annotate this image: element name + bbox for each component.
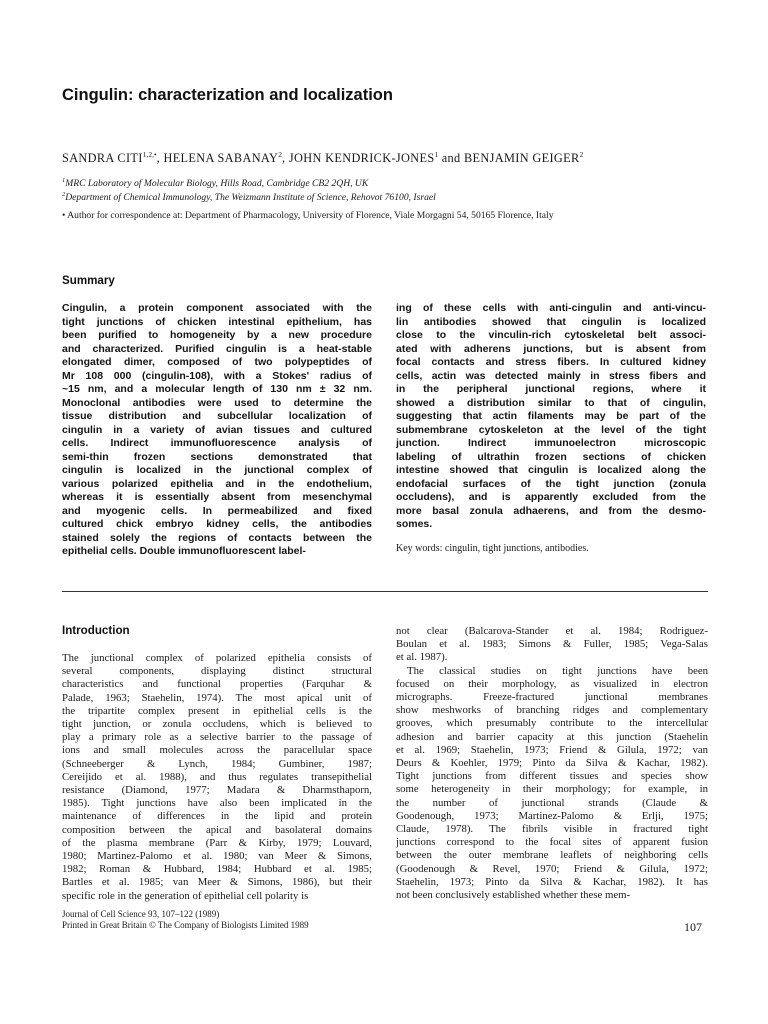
page-number: 107 bbox=[684, 920, 702, 934]
section-divider bbox=[62, 591, 708, 592]
affiliation-2-text: Department of Chemical Immunology, The Weizmann Institute of Science, Rehovot 76100, Israel bbox=[65, 192, 436, 204]
text-line: Mr 108 000 (cingulin-108), with a Stokes' radius of bbox=[62, 369, 372, 382]
affiliation-1 bbox=[62, 177, 722, 189]
text-line: (Goodenough & Revel, 1970; Friend & Gilula, 1972; bbox=[396, 862, 708, 875]
text-line: Tight junctions from different tissues and species show bbox=[396, 770, 708, 783]
correspondence-note: • Author for correspondence at: Department of Pharmacology, University of Florence, Viale Morgagni 54, 50165 Florence, Italy bbox=[62, 210, 554, 221]
text-line: junctions correspond to the focal sites of apparent fusion bbox=[396, 836, 708, 849]
text-line: (Schneeberger & Lynch, 1984; Gumbiner, 1987; bbox=[62, 757, 372, 770]
text-line: ~15 nm, and a molecular length of 130 nm ± 32 nm. bbox=[62, 383, 372, 395]
text-line: show meshworks of branching ridges and complementary bbox=[396, 704, 708, 717]
text-line: labeling of ultrathin frozen sections of chicken bbox=[396, 450, 706, 463]
text-line: focused on their morphology, as visualized in electron bbox=[396, 677, 708, 690]
text-line: The classical studies on tight junctions have been bbox=[407, 664, 708, 677]
text-line: Goodenough, 1973; Martinez-Palomo & Erlji, 1975; bbox=[396, 809, 708, 822]
author-sep: , bbox=[282, 151, 289, 166]
text-line: ated with adherens junctions, but is absent from bbox=[396, 342, 706, 355]
text-line: some heterogeneity in their morphology; for example, in bbox=[396, 783, 708, 796]
text-line: micrographs. Freeze-fractured junctional membranes bbox=[396, 691, 708, 704]
text-line: Staehelin, 1973; Pinto da Silva & Kachar, 1982). It has bbox=[396, 875, 708, 888]
author-3: JOHN KENDRICK-JONES bbox=[288, 151, 435, 166]
text-line: stained solely the regions of contacts between the bbox=[62, 531, 372, 544]
text-line: close to the vinculin-rich cytoskeletal belt associ- bbox=[396, 329, 706, 341]
text-line: of the plasma membrane (Parr & Kirby, 1979; Louvard, bbox=[62, 836, 372, 849]
affiliation-1-sup: 1 bbox=[62, 177, 66, 184]
introduction-right-column bbox=[396, 625, 708, 902]
text-line: specific role in the generation of epithelial cell polarity is bbox=[62, 889, 309, 902]
text-line: semi-thin frozen sections demonstrated that bbox=[62, 450, 372, 463]
text-line: somes. bbox=[396, 518, 433, 530]
text-line: the number of junctional strands (Claude & bbox=[396, 796, 708, 809]
text-line: Cingulin, a protein component associated with the bbox=[62, 302, 372, 314]
text-line: suggesting that actin filaments may be part of the bbox=[396, 410, 706, 422]
text-line: 1982; Roman & Hubbard, 1984; Hubbard et al. 1985; bbox=[62, 863, 372, 876]
affiliation-1-text: MRC Laboratory of Molecular Biology, Hills Road, Cambridge CB2 2QH, UK bbox=[65, 178, 369, 190]
text-line: more basal zonula adhaerens, and from the desmo- bbox=[396, 504, 706, 517]
text-line: focal contacts and stress fibers. In cultured kidney bbox=[396, 356, 706, 368]
text-line: Boulan et al. 1983; Simons & Fuller, 1985; Vega-Salas bbox=[396, 638, 708, 651]
text-line: the tripartite complex present in epithelial cells is the bbox=[62, 704, 372, 717]
text-line: not clear (Balcarova-Stander et al. 1984; Rodriguez- bbox=[396, 625, 708, 637]
text-line: and myogenic cells. In permeabilized and fixed bbox=[62, 504, 372, 517]
text-line: submembrane cytoskeleton at the level of the tight bbox=[396, 423, 706, 436]
affiliation-2 bbox=[62, 191, 722, 203]
text-line: adhesion and barrier capacity at this junction (Staehelin bbox=[396, 730, 708, 743]
text-line: cells. Indirect immunofluorescence analysis of bbox=[62, 437, 372, 449]
text-line: grooves, which presumably contribute to the intercellular bbox=[396, 717, 708, 730]
text-line: et al. 1987). bbox=[396, 651, 448, 664]
text-line: elongated dimer, composed of two polypeptides of bbox=[62, 356, 372, 368]
summary-right-column bbox=[396, 302, 706, 532]
text-line: tight junction, or zonula occludens, which is believed to bbox=[62, 718, 372, 731]
text-line: whereas it is essentially absent from mesenchymal bbox=[62, 491, 372, 503]
text-line: showed a distribution similar to that of cingulin, bbox=[396, 396, 706, 409]
text-line: several components, displaying distinct structural bbox=[62, 665, 372, 678]
text-line: Monoclonal antibodies were used to determine the bbox=[62, 396, 372, 409]
author-list bbox=[62, 150, 742, 166]
text-line: cells, actin was detected mainly in stress fibers and bbox=[396, 369, 706, 382]
text-line: ions and small molecules across the paracellular space bbox=[62, 744, 372, 757]
text-line: not been conclusively established whether these mem- bbox=[396, 889, 631, 902]
affiliation-2-sup: 2 bbox=[62, 191, 66, 198]
text-line: epithelial cells. Double immunofluorescent label- bbox=[62, 545, 306, 557]
author-1: SANDRA CITI bbox=[62, 151, 143, 166]
author-3-sup: 1 bbox=[434, 150, 439, 159]
text-line: Cereijido et al. 1988), and thus regulates transepithelial bbox=[62, 770, 372, 783]
keywords: Key words: cingulin, tight junctions, antibodies. bbox=[396, 543, 589, 554]
introduction-heading: Introduction bbox=[62, 624, 130, 637]
text-line: Deurs & Koehler, 1979; Pinto da Silva & Kachar, 1982). bbox=[396, 757, 708, 770]
author-2: HELENA SABANAY bbox=[163, 151, 279, 166]
paper-title: Cingulin: characterization and localization bbox=[62, 86, 393, 104]
summary-heading: Summary bbox=[62, 274, 115, 287]
text-line: characteristics and functional properties (Farquhar & bbox=[62, 678, 372, 691]
text-line: play a primary role as a selective barrier to the passage of bbox=[62, 731, 372, 744]
text-line: tissue distribution and subcellular localization of bbox=[62, 410, 372, 422]
text-line: composition between the apical and basolateral domains bbox=[62, 823, 372, 836]
text-line: and characterized. Purified cingulin is a heat-stable bbox=[62, 342, 372, 355]
text-line: tight junctions of chicken intestinal epithelium, has bbox=[62, 315, 372, 328]
text-line: Bartles et al. 1985; van Meer & Simons, 1986), but their bbox=[62, 876, 372, 889]
author-1-sup: 1,2,• bbox=[142, 150, 157, 159]
text-line: between the outer membrane leaflets of neighboring cells bbox=[396, 849, 708, 862]
text-line: ing of these cells with anti-cingulin and anti-vincu- bbox=[396, 302, 706, 314]
text-line: intestine showed that cingulin is localized along the bbox=[396, 464, 706, 476]
text-line: lin antibodies showed that cingulin is localized bbox=[396, 315, 706, 328]
text-line: 1985). Tight junctions have also been implicated in the bbox=[62, 797, 372, 810]
text-line: Claude, 1978). The fibrils visible in fractured tight bbox=[396, 823, 708, 836]
text-line: 1980; Martinez-Palomo et al. 1980; van Meer & Simons, bbox=[62, 850, 372, 863]
introduction-left-column bbox=[62, 652, 372, 903]
text-line: maintenance of differences in the lipid and protein bbox=[62, 810, 372, 823]
text-line: been purified to homogeneity by a new procedure bbox=[62, 329, 372, 341]
text-line: endofacial surfaces of the tight junction (zonula bbox=[396, 477, 706, 490]
text-line: et al. 1969; Staehelin, 1973; Friend & Gilula, 1972; van bbox=[396, 743, 708, 756]
author-4-sup: 2 bbox=[579, 150, 584, 159]
printing-notice: Printed in Great Britain © The Company of Biologists Limited 1989 bbox=[62, 920, 309, 930]
text-line: cultured chick embryo kidney cells, the antibodies bbox=[62, 518, 372, 530]
author-sep: , bbox=[156, 151, 164, 166]
text-line: resistance (Diamond, 1977; Madara & Dharmsthaporn, bbox=[62, 784, 372, 797]
author-2-sup: 2 bbox=[278, 150, 283, 159]
text-line: occludens), and is apparently excluded from the bbox=[396, 491, 706, 503]
text-line: Palade, 1963; Staehelin, 1974). The most apical unit of bbox=[62, 691, 372, 704]
summary-left-column bbox=[62, 302, 372, 559]
text-line: cingulin in a variety of avian tissues and cultured bbox=[62, 423, 372, 436]
text-line: The junctional complex of polarized epithelia consists of bbox=[62, 652, 372, 664]
text-line: various polarized epithelia and in the endothelium, bbox=[62, 477, 372, 490]
text-line: junction. Indirect immunoelectron microscopic bbox=[396, 437, 706, 449]
text-line: in the peripheral junctional regions, where it bbox=[396, 383, 706, 395]
author-4: BENJAMIN GEIGER bbox=[463, 151, 580, 166]
text-line: cingulin is localized in the junctional complex of bbox=[62, 464, 372, 476]
author-sep: and bbox=[438, 151, 464, 166]
journal-citation: Journal of Cell Science 93, 107–122 (1989) bbox=[62, 909, 220, 919]
